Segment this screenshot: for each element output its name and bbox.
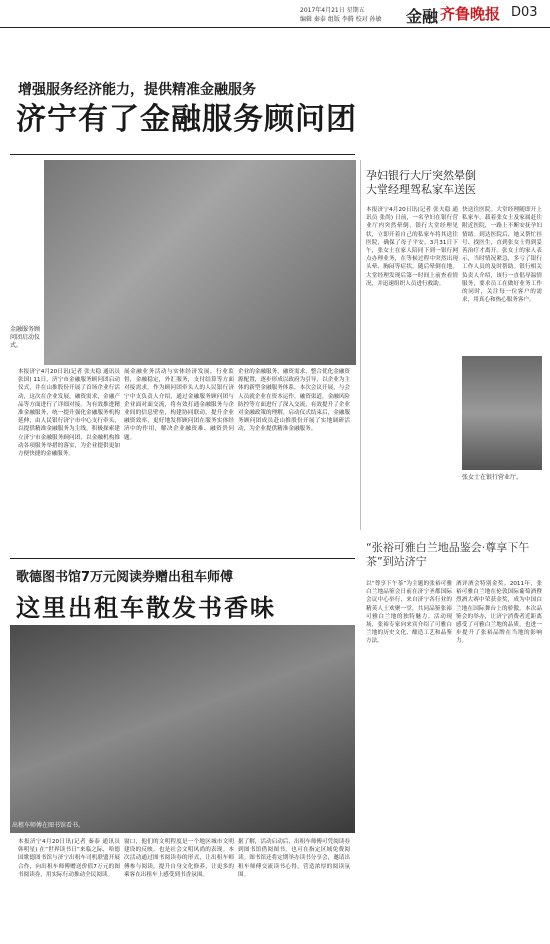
page-number: D03 xyxy=(511,5,538,20)
story3-column-3: 据了解，活动启动后，出租车师傅可凭阅读券到图书馆借阅图书，也可在指定区域免费阅读。图书馆还将定期举办读书分享会，邀请出租车师傅交流读书心得，营造浓厚的阅读氛围。 xyxy=(238,839,350,878)
story3-photo-caption: 出租车师傅在图书馆看书。 xyxy=(12,822,85,829)
story3-kicker: 歌德图书馆7万元阅读券赠出租车师傅 xyxy=(16,570,234,585)
story1-column-3: 企业的金融服务，融资需求，整合优化金融资源配置，逐步形成以政府为引导，以企业为主体的新型金融服务体系。本次会议开展，与会人员就企业在资本运作，融资渠道，金融风险防控等方面进行了深入交流，有效提升了企业对金融政策的理解。启动仪式结束后，金融服务顾问团成员赴山推股份开展了实地调研活动，为企业提供精准金融服务。 xyxy=(238,369,350,433)
story4-headline: “张裕可雅白兰地品鉴会·尊享下午茶”到站济宁 xyxy=(366,541,530,568)
story2-column-2: 快送往医院。大堂经理随即开上私家车，载着张女士及家属赶往附近医院，一路上不断安抚孕妇情绪。到达医院后，她又帮忙挂号、找医生，直到张女士得到妥善治疗才离开。张女士的家人表示，当时情况紧急，多亏了银行工作人员的及时帮助。银行相关负责人介绍，该行一直倡导温情服务，要求员工在做好业务工作的同时，关注每一位客户的需求，用真心和热心服务客户。 xyxy=(462,207,542,304)
story1-headline: 济宁有了金融服务顾问团 xyxy=(16,102,357,137)
column-divider xyxy=(360,160,361,530)
story2-photo-caption: 张女士在银行营业厅。 xyxy=(462,474,523,481)
story4-column-1: 以“尊享下午茶”为主题的张裕可雅白兰地品鉴会日前在济宁圣都国际会议中心举行，来自济宁各行业的精英人士欢聚一堂，共同品鉴张裕可雅白兰地的独特魅力。活动现场，张裕专家向来宾介绍了可雅白兰地的历史文化、酿造工艺和品鉴方法。 xyxy=(366,581,452,645)
story1-rule xyxy=(10,154,355,155)
story3-headline: 这里出租车散发书香味 xyxy=(16,593,276,622)
story1-column-1: 本报济宁4月20日讯(记者 张夫稳 通讯员 张国) 11日，济宁市金融服务顾问团启动仪式，并在山推股份开展了首场企业行活动，这次在企业发展，融资需求，金融产品等方面进行了详细对接。为有效推进精准金融服务，统一提升强化金融服务机构延伸，由人民银行济宁市中心支行牵头，以提供精准金融服务为主线，积极探索建立济宁市金融服务顾问团，以金融机构推动各项服务举措的落实，为企业提供更加方便快捷的金融服务。 xyxy=(18,369,120,458)
story2-photo xyxy=(462,356,542,470)
story3-column-1: 本报济宁4月20日讯(记者 秦泰 通讯员 韩明星) 在“世界读书日”来临之际，哈德国歌德图书馆与济宁出租车司机联盟开展合作，向出租车师傅赠送价值7万元的图书阅读券，用实际行动推动全民阅读。 xyxy=(18,839,120,878)
story1-photo-caption: 金融服务顾问团启动仪式。 xyxy=(10,326,41,349)
story1-kicker: 增强服务经济能力，提供精准金融服务 xyxy=(18,82,256,98)
masthead-date: 2017年4月21日 星期五 xyxy=(300,7,365,14)
story3-rule xyxy=(10,558,355,559)
masthead-editors: 编辑 秦泰 组版 李腾 校对 孙敏 xyxy=(300,16,382,23)
story4-column-2: 酒评酒会特别金奖。2011年，张裕可雅白兰地在伦敦国际葡萄酒暨烈酒大赛中荣获金奖，成为中国白兰地在国际舞台上的骄傲。本次品鉴会的举办，让济宁消费者近距离感受了可雅白兰地的品质，也进一步提升了张裕品牌在当地的影响力。 xyxy=(456,581,542,645)
story2-headline: 孕妇银行大厅突然晕倒 大堂经理驾私家车送医 xyxy=(366,169,476,196)
masthead-rule xyxy=(0,27,550,28)
story3-column-2: 窗口，他们的文明程度是一个地区城市文明建设的反映。也是社会文明风尚的表现。本次活动通过图书阅读券的形式，让出租车师傅参与阅读，提升自身文化修养，让更多的乘客在出租车上感受到书香氛围。 xyxy=(124,839,234,878)
story3-photo xyxy=(10,625,355,833)
section-title: 金融 xyxy=(406,7,439,26)
story2-column-1: 本报济宁4月20日讯(记者 张夫稳 通讯员 张尚) 日前，一名孕妇在银行营业厅内突然晕倒，银行大堂经理见状，立即开着自己的私家车将其送往医院，确保了母子平安。3月31日下午，张女士在家人陪同下到一银行网点办理业务，在等候过程中突然出现头晕、胸闷等症状，随后晕倒在地。大堂经理发现后第一时间上前查看情况，并迅速组织人员进行救助。 xyxy=(366,207,458,287)
newspaper-logo: 齐鲁晚报 xyxy=(440,5,501,23)
story1-photo xyxy=(44,160,356,365)
story1-column-2: 展金融业务活动与实体经济发展，行业监督，金融稳定，外汇服务，支付结算等方面对接需求。作为顾问团牵头人的人民银行济宁中支负责人介绍，通过金融服务顾问团与企业面对面交流，将有效打通金融服务与企业间的信息壁垒，构建协同联动，提升企业融资效率，更好地发挥顾问团在服务实体经济中的作用，解决企业融资难、融资贵问题。 xyxy=(124,369,234,441)
